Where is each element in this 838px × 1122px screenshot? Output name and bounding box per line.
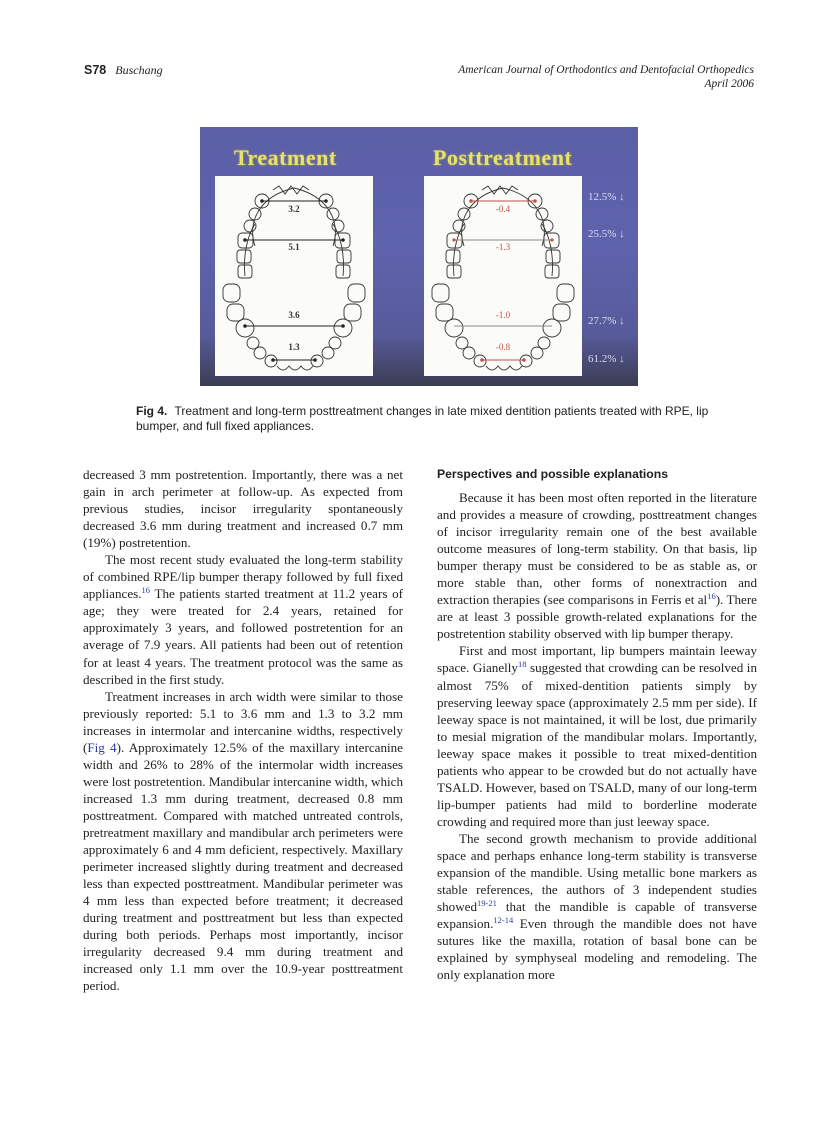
citation-link[interactable]: 16 [707,591,716,602]
paragraph: Treatment increases in arch width were similar to those previously reported: 5.1 to 3.6 mm and 1.3 to 3.2 mm increases in intermolar and intercanine widths, respectively (Fig 4). Approximately 12.5% of the maxillary intercanine width and 26% to 28% of the intermolar width increases were lost postretention. Mandibular intercanine width, which increased 1.3 mm during treatment, decreased 0.8 mm posttreatment. Compared with matched untreated controls, pretreatment maxillary and mandibular arch perimeters were approximately 6 and 4 mm deficient, respectively. Maxillary perimeter increased slightly during treatment and decreased less than expected posttreatment. Mandibular perimeter was 4 mm less than expected before treatment; it decreased during treatment and posttreatment but less than expected during both periods. Perhaps most importantly, incisor irregularity decreased 9.4 mm during treatment and increased only 1.1 mm over the 10.9-year posttreatment period. [83,688,403,994]
percent-loss-maxillary-intercanine: 12.5% ↓ [588,191,625,203]
dental-arch-diagram-treatment [215,176,373,376]
citation-link[interactable]: 16 [141,585,151,596]
paragraph: Because it has been most often reported in the literature and provides a measure of crowding, posttreatment changes of incisor irregularity remain one of the best available outcome measures of long-term stability. On that basis, lip bumper therapy must be considered to be as stable as, or more stable than, other forms of nonextraction and extraction therapies (see comparisons in Ferris et al$^{16}$). There are at least 3 possible growth-related explanations for the postretention stability observed with lip bumper therapy. [437,490,757,642]
citation-link[interactable]: 18 [517,659,527,670]
percent-loss-mandibular-intermolar: 27.7% ↓ [588,315,625,327]
paragraph: The second growth mechanism to provide additional space and perhaps enhance long-term stability is transverse expansion of the mandible. Using metallic bone markers as stable references, the authors of 3 independent studies showed$^{19-21}$ that the mandible is capable of transverse expansion.$^{12-14}$ Even through the mandible does not have sutures like the maxilla, rotation of basal bone can be explained by symphyseal modeling and remodeling. The only explanation more [437,830,757,983]
figure-link[interactable]: Fig 4 [87,739,117,755]
running-header-right [458,63,754,91]
percent-loss-mandibular-intercanine: 61.2% ↓ [588,353,625,365]
section-heading: Perspectives and possible explanations [437,467,668,481]
paragraph: decreased 3 mm postretention. Importantly, there was a net gain in arch perimeter at follow-up. As expected from previous studies, incisor irregularity spontaneously decreased 3.6 mm during treatment and increased 0.7 mm (19%) postretention. [83,467,403,551]
left-column [83,466,403,994]
caption-text: Treatment and long-term posttreatment changes in late mixed dentition patients treated with RPE, lip bumper, and full fixed appliances. [136,404,709,433]
paragraph: The most recent study evaluated the long-term stability of combined RPE/lip bumper therapy followed by full fixed appliances.$^{16}$ The patients started treatment at 11.2 years of age; they were treated for 2.4 years, retained for approximately 3 years, and followed postretention for an average of 7.9 years. All patients had been out of retention for at least 4 years. The treatment protocol was the same as described in the first study. [83,552,403,687]
journal-title: American Journal of Orthodontics and Dentofacial Orthopedics [458,64,754,76]
measurement-mandibular-intercanine: -0.8 [495,342,511,352]
measurement-maxillary-intercanine: 3.2 [288,204,300,214]
measurement-maxillary-intermolar: -1.3 [495,242,511,252]
measurement-maxillary-intercanine: -0.4 [495,204,511,214]
citation-link[interactable]: 19-21 [477,898,497,909]
figure-4-image [200,127,638,386]
paragraph: First and most important, lip bumpers maintain leeway space. Gianelly$^{18}$ suggested that crowding can be resolved in almost 75% of mixed-dentition patients simply by preserving leeway space (approximately 2.5 mm per side). If leeway space is not maintained, it will be lost, due primarily to mesial migration of the mandibular molars. Importantly, leeway space makes it possible to treat mixed-dentition patients who appear to be crowded but do not actually have TSALD. However, based on TSALD, many of our long-term lip-bumper patients had mild to borderline moderate crowding and required more than just leeway space. [437,643,757,829]
panel-title-treatment: Treatment [234,145,337,170]
page-number: S78 [84,63,107,77]
measurement-mandibular-intercanine: 1.3 [288,342,300,352]
issue-date: April 2006 [704,78,754,90]
right-column [437,466,757,983]
panel-title-posttreatment: Posttreatment [433,145,573,170]
figure-label: Fig 4. [136,404,168,418]
measurement-maxillary-intermolar: 5.1 [288,242,300,252]
figure-caption [136,404,716,434]
dental-arch-diagram-posttreatment [424,176,582,376]
percent-loss-maxillary-intermolar: 25.5% ↓ [588,228,625,240]
citation-link[interactable]: 12-14 [493,915,514,926]
measurement-mandibular-intermolar: 3.6 [288,310,300,320]
running-author: Buschang [115,63,163,77]
measurement-mandibular-intermolar: -1.0 [495,310,511,320]
running-header-left [84,63,163,78]
